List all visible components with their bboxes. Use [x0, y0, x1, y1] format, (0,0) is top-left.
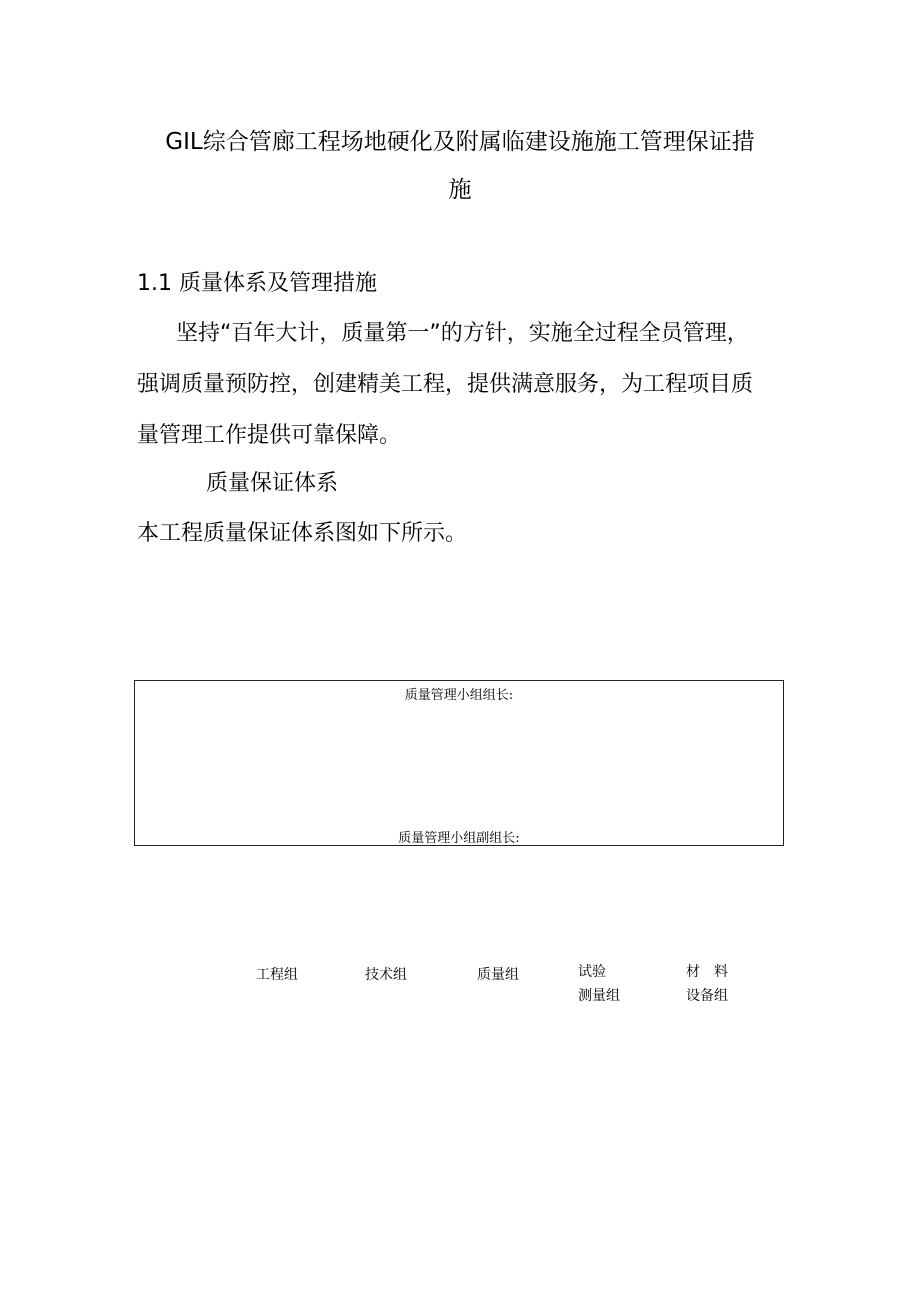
- document-title-line-2: 施: [448, 177, 472, 203]
- material-equipment-group-line-1: 材 料: [686, 964, 728, 980]
- leader-label: 质量管理小组组长:: [404, 688, 514, 703]
- paragraph-line-1: 坚持“百年大计，质量第一”的方针，实施全过程全员管理，: [176, 321, 749, 346]
- deputy-label: 质量管理小组副组长:: [398, 831, 520, 846]
- test-survey-group-line-2: 测量组: [578, 988, 620, 1004]
- paragraph-line-2: 强调质量预防控，创建精美工程，提供满意服务，为工程项目质: [137, 372, 754, 397]
- document-title-line-1: GIL综合管廊工程场地硬化及附属临建设施施工管理保证措: [165, 129, 755, 155]
- material-equipment-group-line-2: 设备组: [686, 988, 728, 1004]
- quality-group: 质量组: [477, 967, 519, 983]
- test-survey-group-line-1: 试验: [578, 964, 606, 980]
- subheading: 质量保证体系: [206, 471, 339, 496]
- paragraph-line-3: 量管理工作提供可靠保障。: [137, 423, 402, 448]
- technical-group: 技术组: [365, 967, 407, 983]
- org-chart-leadership-box: [134, 680, 784, 846]
- engineering-group: 工程组: [256, 967, 298, 983]
- section-heading: 1.1 质量体系及管理措施: [137, 271, 377, 296]
- diagram-intro: 本工程质量保证体系图如下所示。: [137, 521, 468, 546]
